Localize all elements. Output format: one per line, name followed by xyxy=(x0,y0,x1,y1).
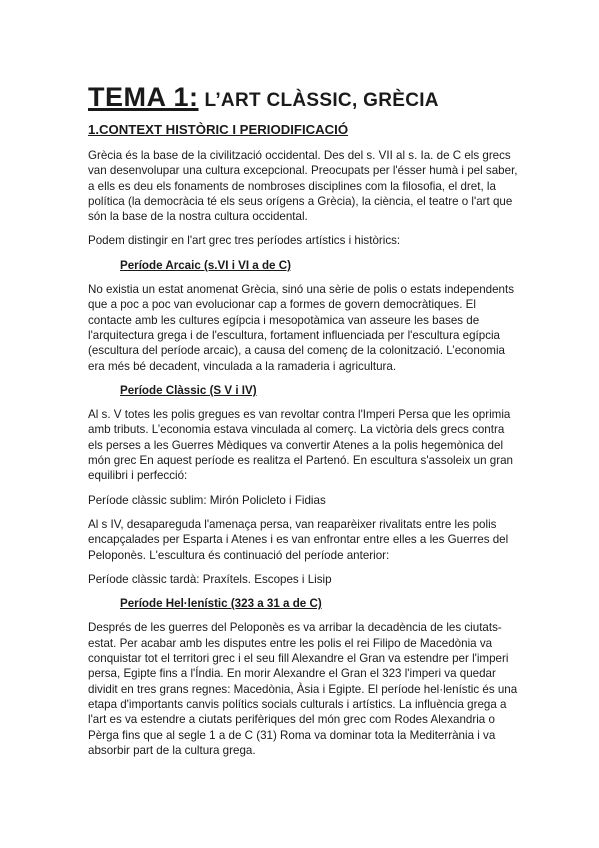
page-title xyxy=(88,76,518,114)
title-subject: L’ART CLÀSSIC, GRÈCIA xyxy=(204,90,439,111)
intro-paragraph: Grècia és la base de la civilització occidental. Des del s. VII al s. Ia. de C els grecs van desenvolupar una cultura excepcional. Preocupats per l'ésser humà i pel saber, a ells es deu els fonaments de nombroses disciplines com la filosofia, el dret, la política (la democràcia té els seus orígens a Grècia), la ciència, el teatre o l'art que són la base de la nostra cultura occidental. xyxy=(88,149,518,224)
period-arcaic-paragraph: No existia un estat anomenat Grècia, sinó una sèrie de polis o estats independents que a poc a poc van evolucionar cap a formes de govern democràtiques. El contacte amb les cultures egípcia i mesopotàmica van asseure les bases de l'arquitectura grega i de l'escultura, fortament influenciada per l'escultura egípcia (escultura del període arcaic), a causa del començ de la colonització. L’economia era més bé decadent, vinculada a la ramaderia i agricultura. xyxy=(88,283,515,373)
period-classic-paragraph-1: Al s. V totes les polis gregues es van revoltar contra l'Imperi Persa que les oprimia amb tributs. L’economia estava vinculada al comerç. La victòria dels grecs contra els perses a les Guerres Mèdiques va convertir Atenes a la polis hegemònica del món grec En aquest període es realitza el Partenó. En escultura s'assoleix un gran equilibri i perfecció: xyxy=(88,408,513,483)
period-classic-paragraph-2: Al s IV, desapareguda l'amenaça persa, van reaparèixer rivalitats entre les polis encapçalades per Esparta i Atenes i es van enfrontar entre elles a les Guerres del Peloponès. L'escultura és continuació del període anterior: xyxy=(88,517,509,562)
period-hellenistic-paragraph: Després de les guerres del Peloponès es va arribar la decadència de les ciutats-estat. Per acabar amb les disputes entre les polis el rei Filipo de Macedònia va conquistar tot el territori grec i el seu fill Alexandre el Gran va estendre per l'imperi persa, Egipte fins a l'Índia. En morir Alexandre el Gran el 323 l'imperi va quedar dividit en tres grans regnes: Macedònia, Àsia i Egipte. El període hel·lenístic és una etapa d'importants canvis polítics socials culturals i artístics. La influència grega a l'art es va estendre a ciutats perifèriques del món grec com Rodes Alexandria o Pèrga fins que al segle 1 a de C (31) Roma va dominar tota la Mediterrània i va absorbir part de la cultura grega. xyxy=(88,621,518,757)
title-main: TEMA 1: xyxy=(88,82,199,112)
period-classic-sublim: Període clàssic sublim: Mirón Policleto i Fidias xyxy=(88,493,326,507)
period-classic-tarda: Període clàssic tardà: Praxítels. Escopes i Lisip xyxy=(88,572,332,586)
period-classic-heading: Període Clàssic (S V i IV) xyxy=(120,383,257,397)
document-page xyxy=(88,76,518,767)
period-arcaic-heading: Període Arcaic (s.VI i VI a de C) xyxy=(120,258,291,272)
periods-intro-paragraph: Podem distingir en l'art grec tres períodes artístics i històrics: xyxy=(88,234,401,248)
section-heading: 1.CONTEXT HISTÒRIC I PERIODIFICACIÓ xyxy=(88,122,349,137)
period-hellenistic-heading: Període Hel·lenístic (323 a 31 a de C) xyxy=(120,597,322,611)
